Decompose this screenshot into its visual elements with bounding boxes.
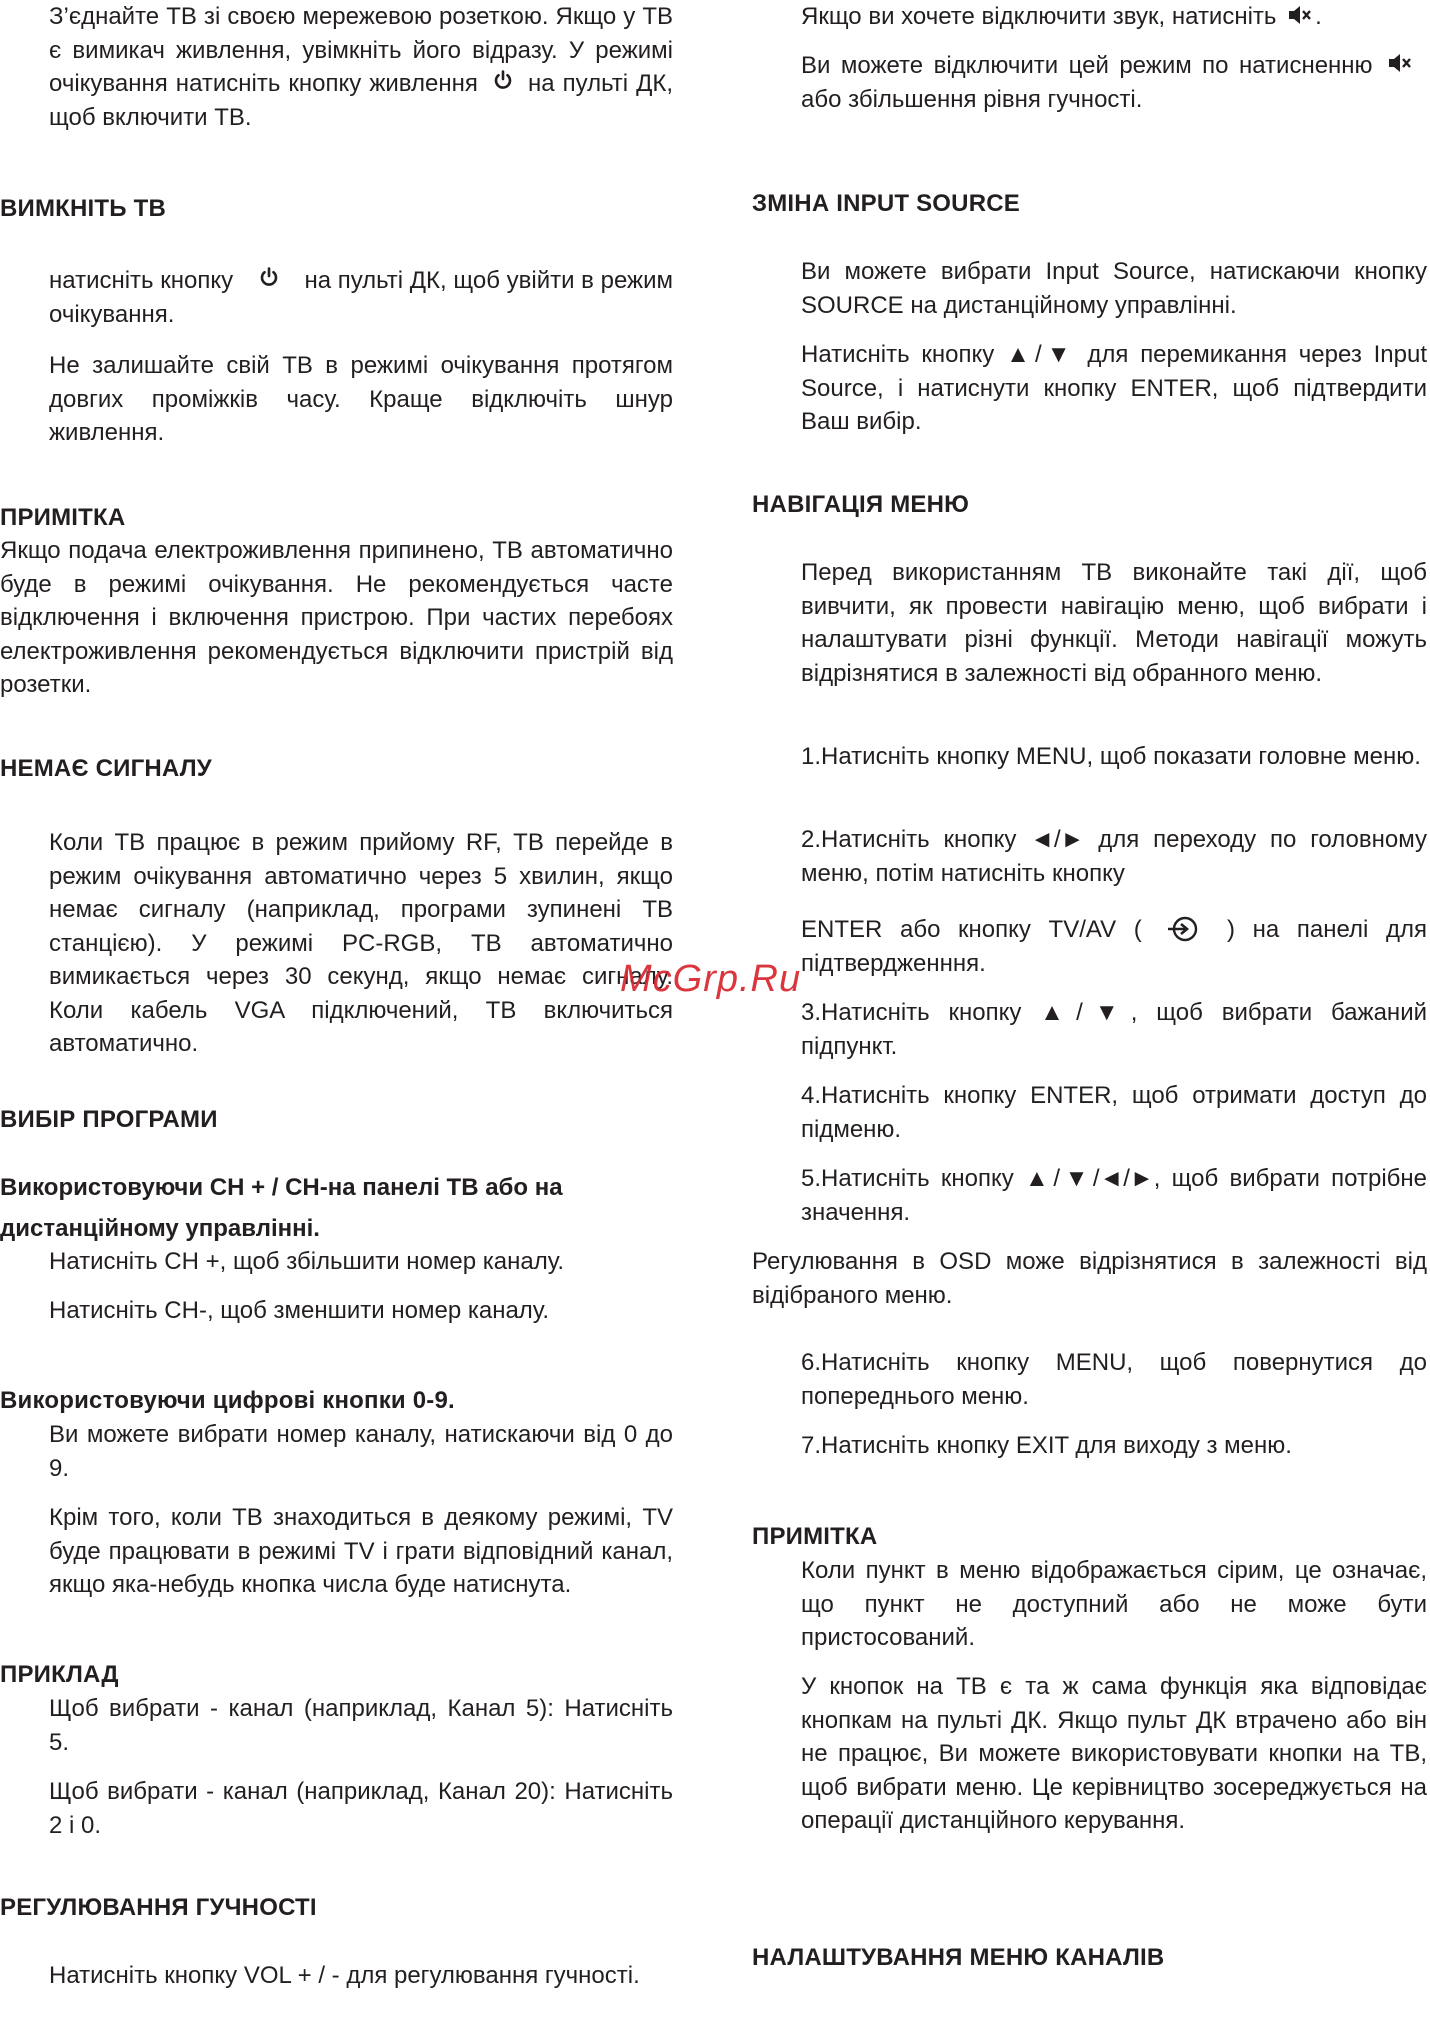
power-icon bbox=[492, 69, 514, 91]
digits-paragraph-2: Крім того, коли ТВ знаходиться в деякому режимі, TV буде працювати в режимі TV і грати відповідний канал, якщо яка-небудь кнопка числа буде натиснута. bbox=[49, 1504, 673, 1598]
navigation-paragraph: Перед використанням ТВ виконайте такі дії, щоб вивчити, як провести навігацію меню, щоб вибрати і налаштувати різні функції. Методи навігації можуть відрізнятися в залежності від обранного меню. bbox=[801, 559, 1427, 687]
step-1: 1.Натисніть кнопку MENU, щоб показати головне меню. bbox=[801, 743, 1421, 770]
ch-down-paragraph: Натисніть CH-, щоб зменшити номер каналу. bbox=[49, 1297, 550, 1324]
step-6: 6.Натисніть кнопку MENU, щоб повернутися до попереднього меню. bbox=[801, 1349, 1427, 1410]
note-right-paragraph-2: У кнопок на ТВ є та ж сама функція яка відповідає кнопкам на пульті ДК. Якщо пульт ДК втрачено або він не працює, Ви можете використовувати кнопки на ТВ, щоб вибрати меню. Це керівництво зосереджується на операції дистанційного керування. bbox=[801, 1673, 1427, 1834]
step-2: 2.Натисніть кнопку ◄/► для переходу по головному меню, потім натисніть кнопку bbox=[801, 826, 1427, 887]
step-4: 4.Натисніть кнопку ENTER, щоб отримати доступ до підменю. bbox=[801, 1082, 1427, 1143]
no-signal-paragraph: Коли ТВ працює в режим прийому RF, ТВ перейде в режим очікування автоматично через 5 хвилин, якщо немає сигналу (наприклад, програми зупинені ТВ станцією). У режимі PC-RGB, ТВ автоматично вимикається через 30 секунд, якщо немає сигналу. Коли кабель VGA підключений, ТВ включиться автоматично. bbox=[49, 829, 673, 1057]
step-3: 3.Натисніть кнопку ▲/▼, щоб вибрати бажаний підпункт. bbox=[801, 999, 1427, 1060]
mute-icon bbox=[1287, 3, 1313, 27]
heading-note-right: ПРИМІТКА bbox=[752, 1523, 878, 1550]
subheading-digit-buttons: Використовуючи цифрові кнопки 0-9. bbox=[0, 1387, 455, 1414]
volume-paragraph: Натисніть кнопку VOL + / - для регулювання гучності. bbox=[49, 1962, 640, 1989]
mute-paragraph-2: Ви можете відключити цей режим по натисненню або збільшення рівня гучності. bbox=[801, 49, 1427, 116]
power-icon bbox=[258, 266, 280, 288]
digits-paragraph-1: Ви можете вибрати номер каналу, натискаючи від 0 до 9. bbox=[49, 1421, 673, 1482]
heading-program-select: ВИБІР ПРОГРАМИ bbox=[0, 1106, 218, 1133]
input-source-paragraph-2: Натисніть кнопку ▲/▼ для перемикання через Input Source, і натиснути кнопку ENTER, щоб підтвердити Ваш вибір. bbox=[801, 341, 1427, 435]
watermark: McGrp.Ru bbox=[620, 958, 802, 1000]
mute-paragraph-1: Якщо ви хочете відключити звук, натисніть . bbox=[801, 3, 1322, 30]
heading-no-signal: НЕМАЄ СИГНАЛУ bbox=[0, 755, 212, 782]
input-source-paragraph-1: Ви можете вибрати Input Source, натискаючи кнопку SOURCE на дистанційному управлінні. bbox=[801, 258, 1427, 319]
step-7: 7.Натисніть кнопку EXIT для виходу з меню. bbox=[801, 1432, 1292, 1459]
note-paragraph: Якщо подача електроживлення припинено, ТВ автоматично буде в режимі очікування. Не рекомендується часте відключення і включення пристрою. При частих перебоях електроживлення рекомендується відключити пристрій від розетки. bbox=[0, 537, 673, 698]
turn-off-paragraph-2: Не залишайте свій ТВ в режимі очікування протягом довгих проміжків часу. Краще відключіть шнур живлення. bbox=[49, 352, 673, 446]
connect-paragraph: З’єднайте ТВ зі своєю мережевою розеткою. Якщо у ТВ є вимикач живлення, увімкніть його відразу. У режимі очікування натисніть кнопку живлення на пульті ДК, щоб включити ТВ. bbox=[49, 3, 674, 131]
turn-off-paragraph-1: натисніть кнопку на пульті ДК, щоб увійти в режим очікування. bbox=[49, 267, 673, 328]
subheading-ch-buttons: Використовуючи CH + / CH-на панелі ТВ або на дистанційному управлінні. bbox=[0, 1174, 563, 1242]
heading-example: ПРИКЛАД bbox=[0, 1661, 119, 1688]
step-5: 5.Натисніть кнопку ▲/▼/◄/►, щоб вибрати потрібне значення. bbox=[801, 1165, 1427, 1226]
heading-volume: РЕГУЛЮВАННЯ ГУЧНОСТІ bbox=[0, 1894, 317, 1921]
osd-paragraph: Регулювання в OSD може відрізнятися в залежності від відібраного меню. bbox=[752, 1248, 1427, 1309]
heading-channel-menu: НАЛАШТУВАННЯ МЕНЮ КАНАЛІВ bbox=[752, 1944, 1165, 1971]
note-right-paragraph-1: Коли пункт в меню відображається сірим, це означає, що пункт не доступний або не може бути пристосований. bbox=[801, 1557, 1427, 1651]
heading-menu-navigation: НАВІГАЦІЯ МЕНЮ bbox=[752, 491, 970, 518]
step-2-continued: ENTER або кнопку TV/AV ( ) на панелі для підтвердженння. bbox=[801, 916, 1428, 977]
heading-input-source: ЗМІНА INPUT SOURCE bbox=[752, 190, 1020, 217]
input-source-icon bbox=[1165, 915, 1203, 943]
heading-turn-off: ВИМКНІТЬ ТВ bbox=[0, 195, 166, 222]
example-paragraph-2: Щоб вибрати - канал (наприклад, Канал 20): Натисніть 2 і 0. bbox=[49, 1778, 673, 1839]
heading-note: ПРИМІТКА bbox=[0, 504, 126, 531]
example-paragraph-1: Щоб вибрати - канал (наприклад, Канал 5): Натисніть 5. bbox=[49, 1695, 673, 1756]
mute-icon bbox=[1387, 51, 1413, 75]
ch-up-paragraph: Натисніть CH +, щоб збільшити номер каналу. bbox=[49, 1248, 564, 1275]
